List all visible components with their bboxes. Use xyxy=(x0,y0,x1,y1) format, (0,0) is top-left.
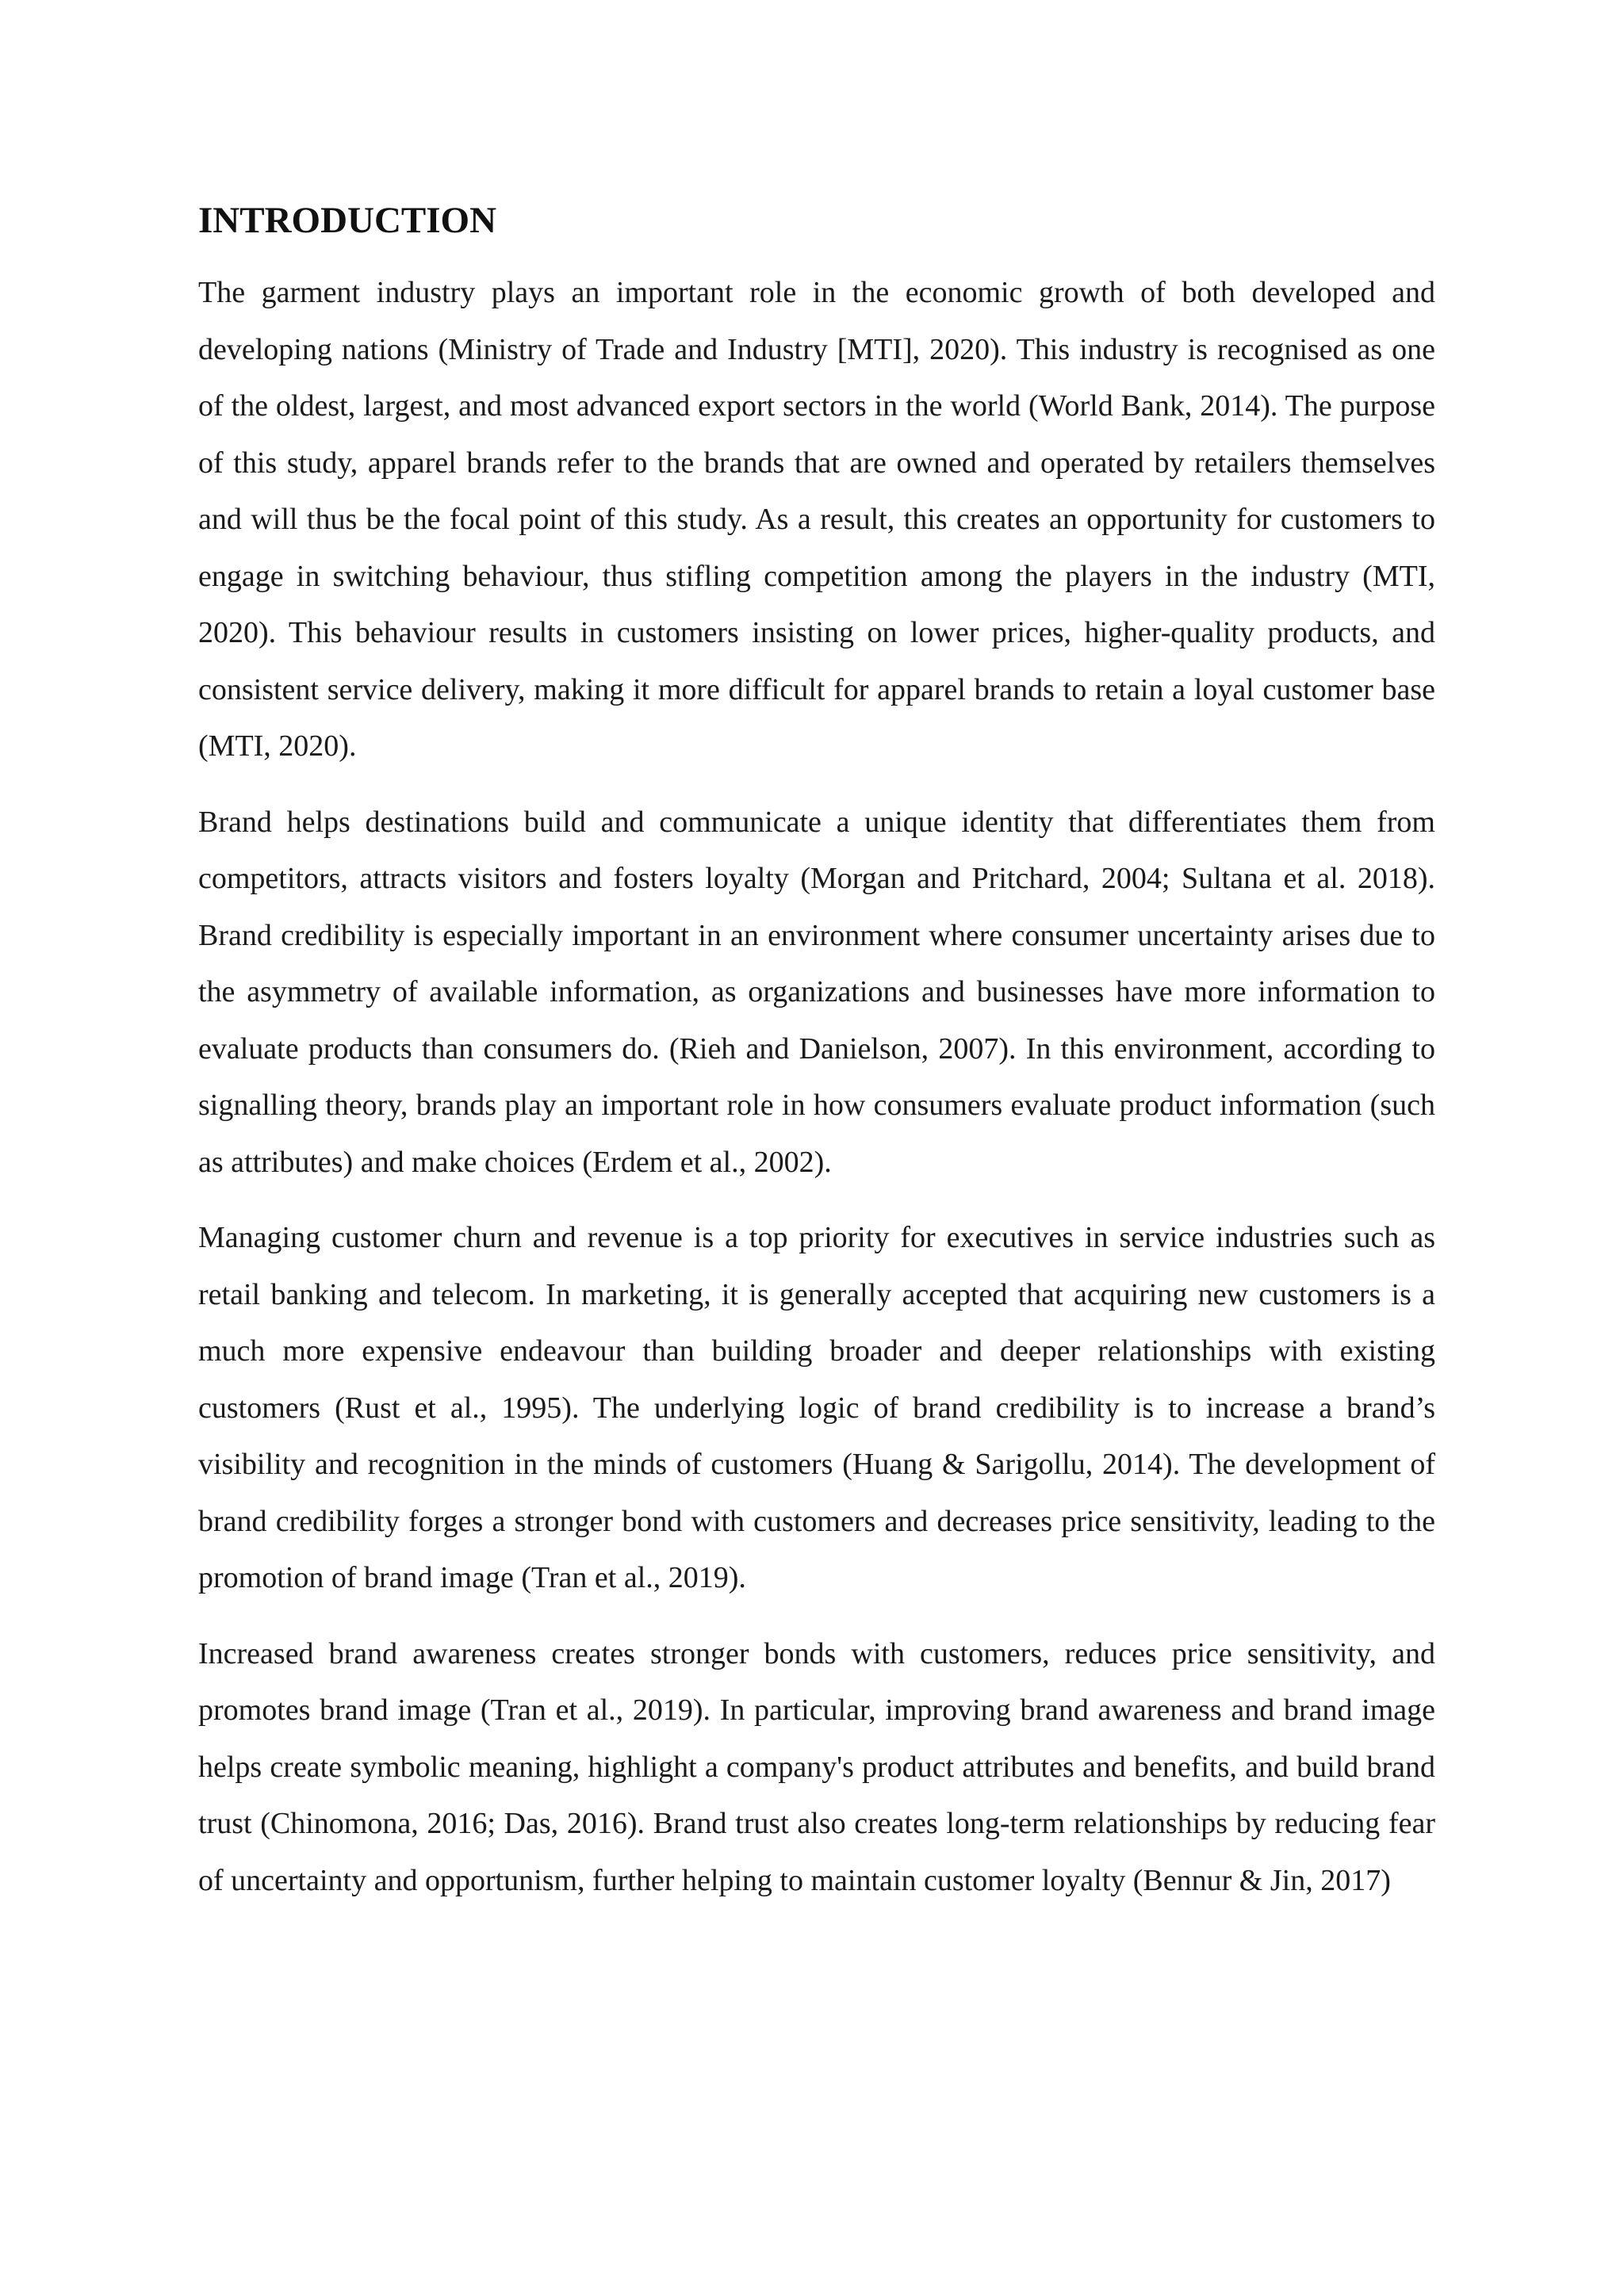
paragraph-2: Brand helps destinations build and communicate a unique identity that differentiates them from competitors, attracts visitors and fosters loyalty (Morgan and Pritchard, 2004; Sultana et al. 2018). Brand credibility is especially important in an environment where consumer uncertainty arises due to the asymmetry of available information, as organizations and businesses have more information to evaluate products than consumers do. (Rieh and Danielson, 2007). In this environment, according to signalling theory, brands play an important role in how consumers evaluate product information (such as attributes) and make choices (Erdem et al., 2002). xyxy=(198,805,1435,1179)
paragraph-3: Managing customer churn and revenue is a top priority for executives in service industries such as retail banking and telecom. In marketing, it is generally accepted that acquiring new customers is a much more expensive endeavour than building broader and deeper relationships with existing customers (Rust et al., 1995). The underlying logic of brand credibility is to increase a brand’s visibility and recognition in the minds of customers (Huang & Sarigollu, 2014). The development of brand credibility forges a stronger bond with customers and decreases price sensitivity, leading to the promotion of brand image (Tran et al., 2019). xyxy=(198,1221,1435,1594)
paragraph-1: The garment industry plays an important role in the economic growth of both developed and developing nations (Ministry of Trade and Industry [MTI], 2020). This industry is recognised as one of the oldest, largest, and most advanced export sectors in the world (World Bank, 2014). The purpose of this study, apparel brands refer to the brands that are owned and operated by retailers themselves and will thus be the focal point of this study. As a result, this creates an opportunity for customers to engage in switching behaviour, thus stifling competition among the players in the industry (MTI, 2020). This behaviour results in customers insisting on lower prices, higher-quality products, and consistent service delivery, making it more difficult for apparel brands to retain a loyal customer base (MTI, 2020). xyxy=(198,276,1435,763)
section-heading: INTRODUCTION xyxy=(198,200,497,241)
paragraph-4: Increased brand awareness creates stronger bonds with customers, reduces price sensitivity, and promotes brand image (Tran et al., 2019). In particular, improving brand awareness and brand image helps create symbolic meaning, highlight a company's product attributes and benefits, and build brand trust (Chinomona, 2016; Das, 2016). Brand trust also creates long-term relationships by reducing fear of uncertainty and opportunism, further helping to maintain customer loyalty (Bennur & Jin, 2017) xyxy=(198,1636,1435,1897)
document-body xyxy=(198,190,1435,1928)
